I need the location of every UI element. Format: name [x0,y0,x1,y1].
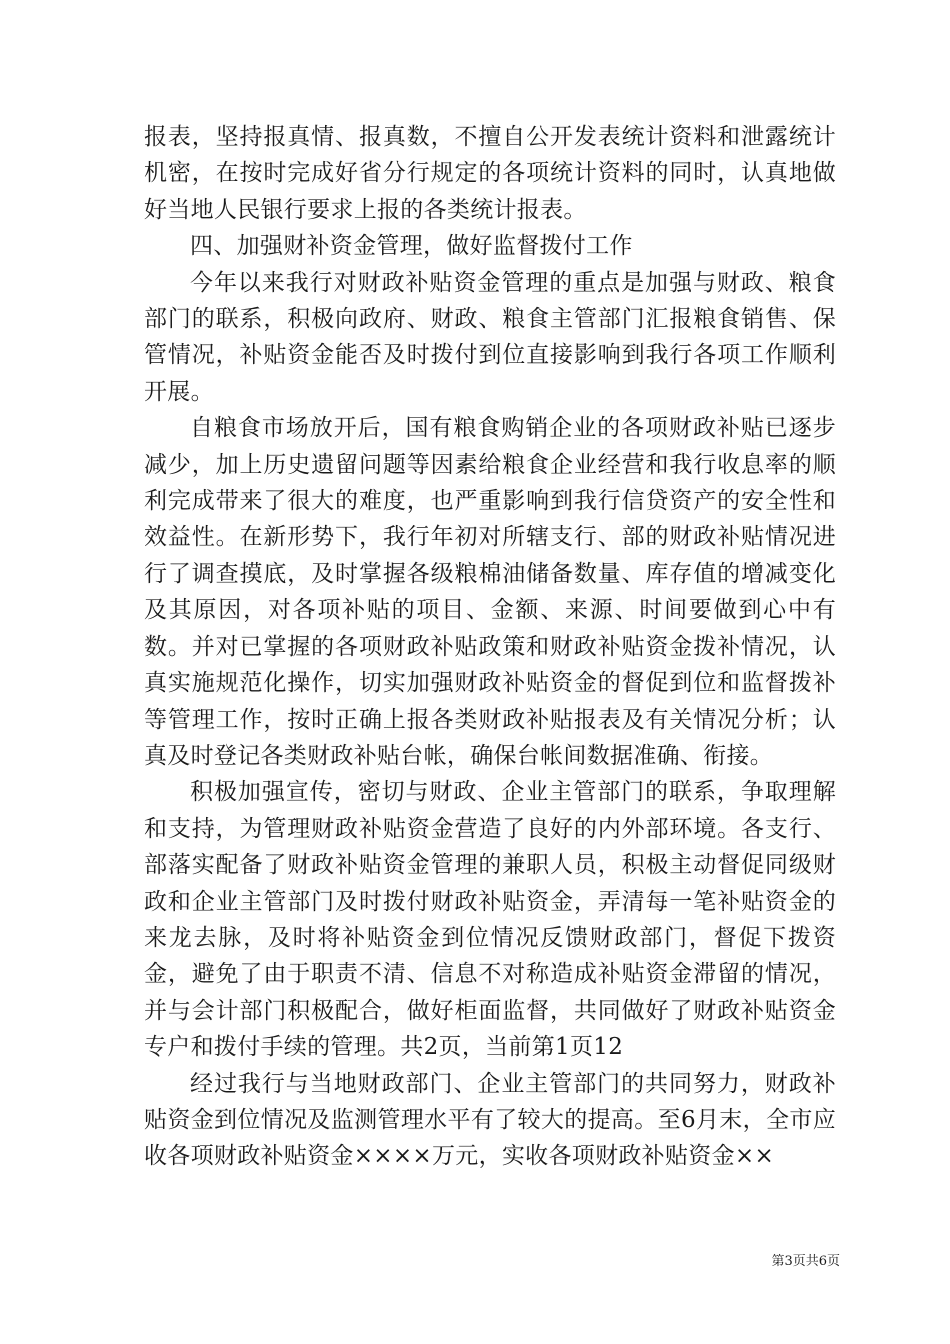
paragraph: 今年以来我行对财政补贴资金管理的重点是加强与财政、粮食部门的联系，积极向政府、财政、粮食主管部门汇报粮食销售、保管情况，补贴资金能否及时拨付到位直接影响到我行各项工作顺利开展。 [144,269,836,405]
page-number-footer: 第3页共6页 [771,1254,840,1269]
document-body [144,119,836,1175]
section-heading: 四、加强财补资金管理，做好监督拨付工作 [190,233,633,260]
paragraph-continuation: 报表，坚持报真情、报真数，不擅自公开发表统计资料和泄露统计机密，在按时完成好省分行规定的各项统计资料的同时，认真地做好当地人民银行要求上报的各类统计报表。 [144,124,836,223]
paragraph: 经过我行与当地财政部门、企业主管部门的共同努力，财政补贴资金到位情况及监测管理水平有了较大的提高。至6月末，全市应收各项财政补贴资金××××万元，实收各项财政补贴资金×× [144,1070,836,1170]
paragraph: 积极加强宣传，密切与财政、企业主管部门的联系，争取理解和支持，为管理财政补贴资金营造了良好的内外部环境。各支行、部落实配备了财政补贴资金管理的兼职人员，积极主动督促同级财政和企业主管部门及时拨付财政补贴资金，弄清每一笔补贴资金的来龙去脉，及时将补贴资金到位情况反馈财政部门，督促下拨资金，避免了由于职责不清、信息不对称造成补贴资金滞留的情况，并与会计部门积极配合，做好柜面监督，共同做好了财政补贴资金专户和拨付手续的管理。共2页，当前第1页12 [144,779,836,1061]
paragraph: 自粮食市场放开后，国有粮食购销企业的各项财政补贴已逐步减少，加上历史遗留问题等因素给粮食企业经营和我行收息率的顺利完成带来了很大的难度，也严重影响到我行信贷资产的安全性和效益性。在新形势下，我行年初对所辖支行、部的财政补贴情况进行了调查摸底，及时掌握各级粮棉油储备数量、库存值的增减变化及其原因，对各项补贴的项目、金额、来源、时间要做到心中有数。并对已掌握的各项财政补贴政策和财政补贴资金拨补情况，认真实施规范化操作，切实加强财政补贴资金的督促到位和监督拨补等管理工作，按时正确上报各类财政补贴报表及有关情况分析；认真及时登记各类财政补贴台帐，确保台帐间数据准确、衔接。 [144,415,836,769]
